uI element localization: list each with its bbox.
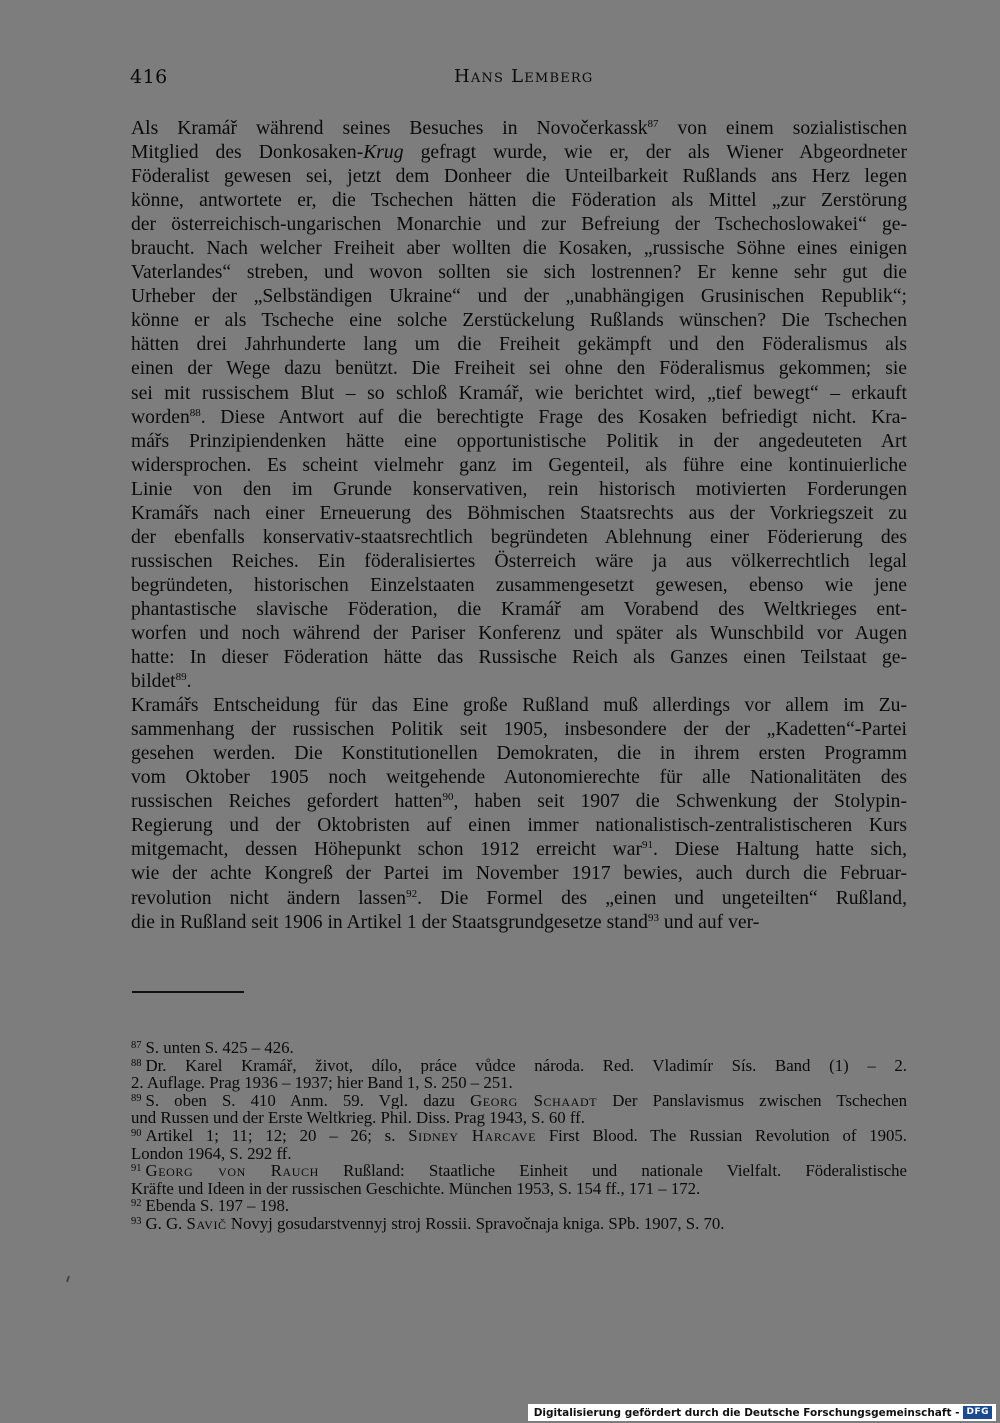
text-line: phantastische slavische Föderation, die Kramář am Vorabend des Weltkrieges ent- (131, 598, 907, 620)
footnotes (131, 1039, 907, 1233)
dfg-credit (528, 1404, 996, 1421)
text-line: Urheber der „Selbständigen Ukraine“ und der „unabhängigen Grusinischen Republik“; (131, 286, 907, 308)
text-line: russischen Reiches. Ein föderalisiertes Österreich wäre ja aus völkerrechtlich legal (131, 550, 907, 572)
text-line: wie der achte Kongreß der Partei im November 1917 bewies, auch durch die Februar- (131, 863, 907, 885)
text-line: mitgemacht, dessen Höhepunkt schon 1912 erreicht war$^{91}$. Diese Haltung hatte sich, (131, 839, 907, 861)
footnote-number: 93 (131, 1215, 142, 1227)
text-line: Linie von den im Grunde konservativen, rein historisch motivierten Forderungen (131, 478, 907, 500)
footnote-ref[interactable]: 91 (642, 839, 653, 852)
author-name: Georg Schaadt (470, 1091, 598, 1110)
text-line: die in Rußland seit 1906 in Artikel 1 der Staatsgrundgesetze stand$^{93}$ und auf ver- (131, 911, 760, 933)
footnote-ref[interactable]: 92 (406, 887, 418, 900)
footnote-rule (132, 991, 244, 993)
footnote-93 (131, 1215, 907, 1233)
author-name: Savič (186, 1214, 227, 1233)
footnote-line: $^{89}$ S. oben S. 410 Anm. 59. Vgl. dazu Georg Schaadt Der Panslavismus zwischen Tschechen (131, 1091, 907, 1110)
main-text (131, 117, 907, 935)
text-line: worfen und noch während der Pariser Konferenz und später als Wunschbild vor Augen (131, 622, 907, 644)
text-line: Mitglied des Donkosaken-Krug gefragt wurde, wie er, der als Wiener Abgeordneter (131, 142, 907, 164)
text-line: sei mit russischem Blut – so schloß Kramář, wie berichtet wird, „tief bewegt“ – erkauft (131, 382, 907, 404)
footnote-line: $^{93}$ G. G. Savič Novyj gosudarstvennyj stroj Rossii. Spravočnaja kniga. SPb. 1907, S. 70. (131, 1214, 725, 1233)
text-line: Kramářs nach einer Erneuerung des Böhmischen Staatsrechts aus der Vorkriegszeit zu (131, 502, 907, 524)
footnote-ref[interactable]: 87 (647, 118, 659, 130)
footnote-line: $^{90}$ Artikel 1; 11; 12; 20 – 26; s. Sidney Harcave First Blood. The Russian Revolution of 1905. (131, 1126, 907, 1145)
text-line: der österreichisch-ungarischen Monarchie und zur Befreiung der Tschechoslowakei“ ge- (131, 214, 907, 236)
text-line: gesehen werden. Die Konstitutionellen Demokraten, die in ihrem ersten Programm (131, 743, 907, 765)
footnote-line: und Russen und der Erste Weltkrieg. Phil. Diss. Prag 1943, S. 60 ff. (131, 1109, 585, 1127)
text-line: Föderalist gewesen sei, jetzt dem Donheer die Unteilbarkeit Rußlands ans Herz legen (131, 166, 907, 188)
text-line: Als Kramář während seines Besuches in Novočerkassk$^{87}$ von einem sozialistischen (131, 118, 907, 139)
footnote-number: 89 (131, 1092, 142, 1104)
footnote-88 (131, 1057, 907, 1092)
footnote-ref[interactable]: 88 (189, 406, 201, 419)
footnote-89 (131, 1092, 907, 1127)
footnote-number: 90 (131, 1127, 142, 1139)
author-name: Sidney Harcave (408, 1126, 537, 1145)
scan-speck (66, 1276, 70, 1282)
footnote-line: Kräfte und Ideen in der russischen Geschichte. München 1953, S. 154 ff., 171 – 172. (131, 1179, 701, 1198)
footnote-line: London 1964, S. 292 ff. (131, 1144, 292, 1163)
text-line: russischen Reiches gefordert hatten$^{90}$, haben seit 1907 die Schwenkung der Stolypin- (131, 791, 907, 813)
text-line: bildet$^{89}$. (131, 671, 192, 693)
footnote-line: $^{92}$ Ebenda S. 197 – 198. (131, 1197, 290, 1215)
footnote-line: 2. Auflage. Prag 1936 – 1937; hier Band 1, S. 250 – 251. (131, 1074, 513, 1092)
text-line: einen der Wege dazu benützt. Die Freiheit sei ohne den Föderalismus gekommen; sie (131, 358, 907, 380)
text-line: sammenhang der russischen Politik seit 1905, insbesondere der der „Kadetten“-Partei (131, 719, 907, 741)
text-line: braucht. Nach welcher Freiheit aber wollten die Kosaken, „russische Söhne eines einigen (131, 238, 907, 260)
footnote-ref[interactable]: 89 (175, 671, 187, 684)
text-line: der ebenfalls konservativ-staatsrechtlich begründeten Ablehnung einer Föderierung des (131, 526, 907, 548)
footnote-number: 87 (131, 1040, 142, 1051)
text-line: könne er als Tscheche eine solche Zerstückelung Rußlands wünschen? Die Tschechen (131, 310, 907, 332)
footnote-87 (131, 1039, 907, 1057)
text-line: Regierung und der Oktobristen auf einen immer nationalistisch-zentralistischeren Kurs (131, 815, 907, 837)
footnote-line: $^{88}$ Dr. Karel Kramář, život, dílo, práce vůdce národa. Red. Vladimír Sís. Band (1) – 2. (131, 1056, 907, 1075)
text-line: mářs Prinzipiendenken hätte eine opportunistische Politik in der angedeuteten Art (131, 430, 907, 452)
footnote-line: $^{91}$ Georg von Rauch Rußland: Staatliche Einheit und nationale Vielfalt. Föderalistische (131, 1162, 907, 1180)
footnote-number: 91 (131, 1163, 142, 1175)
text-line: worden$^{88}$. Diese Antwort auf die berechtigte Frage des Kosaken befriedigt nicht. Kra- (131, 406, 907, 428)
page-number: 416 (130, 66, 168, 88)
footnote-number: 92 (131, 1198, 142, 1210)
footnote-92 (131, 1197, 907, 1215)
credit-text: Digitalisierung gefördert durch die Deutsche Forschungsgemeinschaft - (533, 1406, 960, 1419)
text-line: begründeten, historischen Einzelstaaten zusammengesetzt gewesen, ebenso wie jene (131, 574, 907, 596)
footnote-ref[interactable]: 93 (647, 911, 659, 924)
footnote-90 (131, 1127, 907, 1162)
italic-term: Krug (363, 142, 404, 164)
text-line: hätten drei Jahrhunderte lang um die Freiheit gekämpft und den Föderalismus als (131, 334, 907, 356)
text-line: Kramářs Entscheidung für das Eine große Rußland muß allerdings vor allem im Zu- (131, 695, 907, 717)
footnote-line: $^{87}$ S. unten S. 425 – 426. (131, 1039, 294, 1057)
footnote-91 (131, 1162, 907, 1197)
text-line: hatte: In dieser Föderation hätte das Russische Reich als Ganzes einen Teilstaat ge- (131, 647, 907, 669)
running-head: Hans Lemberg (454, 66, 594, 87)
text-line: widersprochen. Es scheint vielmehr ganz im Gegenteil, als führe eine kontinuierliche (131, 454, 907, 476)
dfg-logo-icon: DFG (963, 1406, 992, 1419)
footnote-ref[interactable]: 90 (442, 791, 454, 804)
footnote-number: 88 (131, 1057, 142, 1069)
text-line: könne, antwortete er, die Tschechen hätten die Föderation als Mittel „zur Zerstörung (131, 190, 907, 212)
text-line: revolution nicht ändern lassen$^{92}$. Die Formel des „einen und ungeteilten“ Rußland, (131, 887, 907, 909)
author-name: Georg von Rauch (145, 1162, 319, 1180)
text-line: vom Oktober 1905 noch weitgehende Autonomierechte für alle Nationalitäten des (131, 767, 907, 789)
text-line: Vaterlandes“ streben, und wovon sollten sie sich lostrennen? Er kenne sehr gut die (131, 262, 907, 284)
